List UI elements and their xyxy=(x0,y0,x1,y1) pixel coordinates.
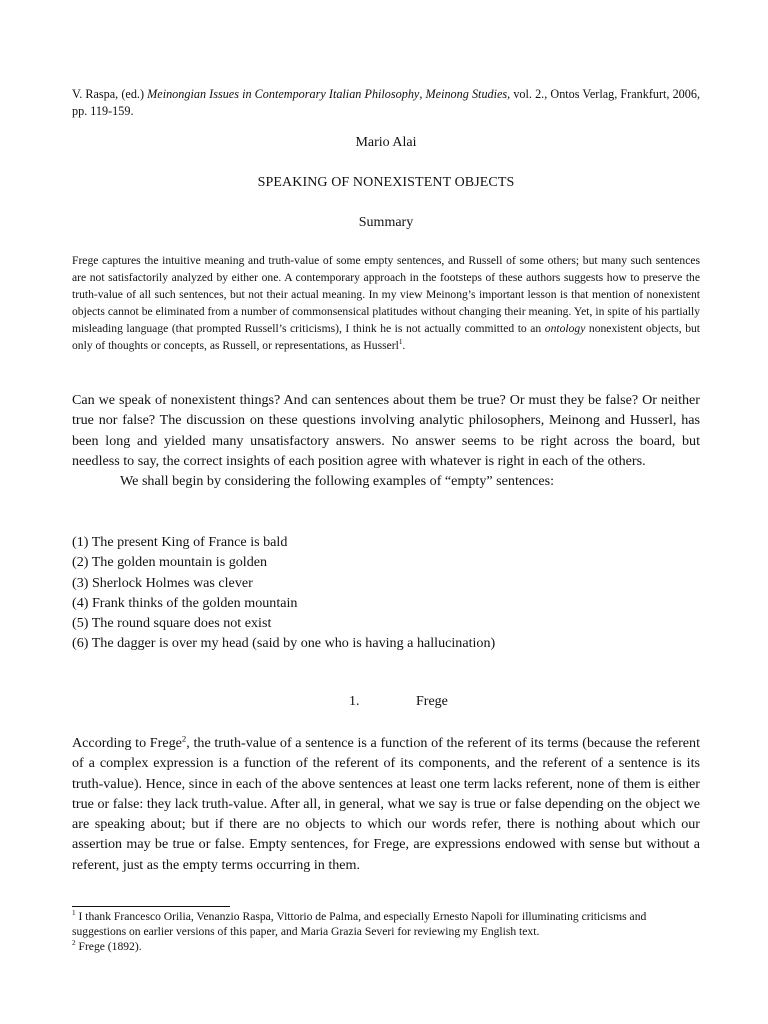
intro-text: Can we speak of nonexistent things? And can sentences about them be true? Or must they be false? Or neither true nor false? The discussion on these questions involving analytic philosophers, Meinong and Husserl, has been long and yielded many unsatisfactory answers. No answer seems to be right across the board, but needless to say, the correct insights of each position agree with whatever is right in each of the others. xyxy=(72,392,700,469)
abstract-text: Frege captures the intuitive meaning and truth-value of some empty sentences, and Russell of some others; but many such sentences are not satisfactorily analyzed by either one. A contemporary approach in the footsteps of these authors suggests how to preserve the truth-value of all such sentences, but not their actual meaning. In my view Meinong’s important lesson is that mention of nonexistent objects cannot be eliminated from a number of commonsensical platitudes without changing their meaning. Yet, in spite of his partially misleading language (that prompted Russell’s criticisms), I think he is not actually committed to an xyxy=(72,254,700,336)
footnote-number: 1 xyxy=(72,909,76,918)
section-number: 1. xyxy=(349,694,360,709)
intro-indented-line: We shall begin by considering the following examples of “empty” sentences: xyxy=(120,473,555,490)
footnote-text: Frege (1892). xyxy=(75,939,142,953)
abstract-end: . xyxy=(402,339,406,353)
footnotes xyxy=(72,910,700,954)
citation-prefix: V. Raspa, (ed.) xyxy=(72,87,148,101)
examples-list xyxy=(72,532,700,654)
example-item: (1) The present King of France is bald xyxy=(72,534,288,550)
abstract-italic-word: ontology xyxy=(544,322,586,336)
example-item: (3) Sherlock Holmes was clever xyxy=(72,574,253,591)
example-item: (4) Frank thinks of the golden mountain xyxy=(72,594,298,611)
section-title: Frege xyxy=(416,694,448,709)
citation-book-title: Meinongian Issues in Contemporary Italian Philosophy xyxy=(147,87,420,101)
example-item: (6) The dagger is over my head (said by one who is having a hallucination) xyxy=(72,635,496,652)
footnote-1 xyxy=(72,910,700,940)
intro-paragraph xyxy=(72,390,700,491)
citation-separator: , xyxy=(419,87,426,101)
abstract-text-continued: nonexistent objects, but only of thoughts or concepts, as Russell, or representations, as Husserl xyxy=(72,322,701,353)
citation xyxy=(72,86,700,120)
footnote-divider xyxy=(72,906,230,907)
citation-series: Meinong Studies, xyxy=(425,87,511,101)
author-name: Mario Alai xyxy=(355,135,417,150)
section-heading xyxy=(349,694,448,710)
footnote-marker[interactable]: 1 xyxy=(398,338,403,347)
citation-rest: vol. 2., Ontos Verlag, Frankfurt, 2006, pp. 119-159. xyxy=(72,87,701,118)
footnote-text: I thank Francesco Orilia, Venanzio Raspa, Vittorio de Palma, and especially Ernesto Napoli for illuminating criticisms and suggestions on earlier versions of this paper, and Maria Grazia Severi for reviewing my English text. xyxy=(72,910,647,938)
frege-text-rest: , the truth-value of a sentence is a function of the referent of its terms (because the referent of a complex expression is a function of the referent of its components, and the referent of a sentence is its truth-value). Hence, since in each of the above sentences at least one term lacks referent, none of them is either true or false: they lack truth-value. After all, in general, what we say is true or false depending on the object we are speaking about; but if there are no objects to which our words refer, there is nothing about which our assertion may be true or false. Empty sentences, for Frege, are expressions endowed with sense but without a referent, just as the empty terms occurring in them. xyxy=(72,735,700,873)
summary-heading: Summary xyxy=(358,215,414,230)
footnote-2 xyxy=(72,940,700,955)
frege-paragraph xyxy=(72,733,700,875)
footnote-number: 2 xyxy=(72,938,76,947)
abstract xyxy=(72,252,700,355)
frege-text-start: According to Frege xyxy=(72,735,182,751)
example-item: (2) The golden mountain is golden xyxy=(72,554,268,571)
example-item: (5) The round square does not exist xyxy=(72,615,272,632)
paper-title: SPEAKING OF NONEXISTENT OBJECTS xyxy=(257,175,515,190)
footnote-marker[interactable]: 2 xyxy=(181,733,187,744)
